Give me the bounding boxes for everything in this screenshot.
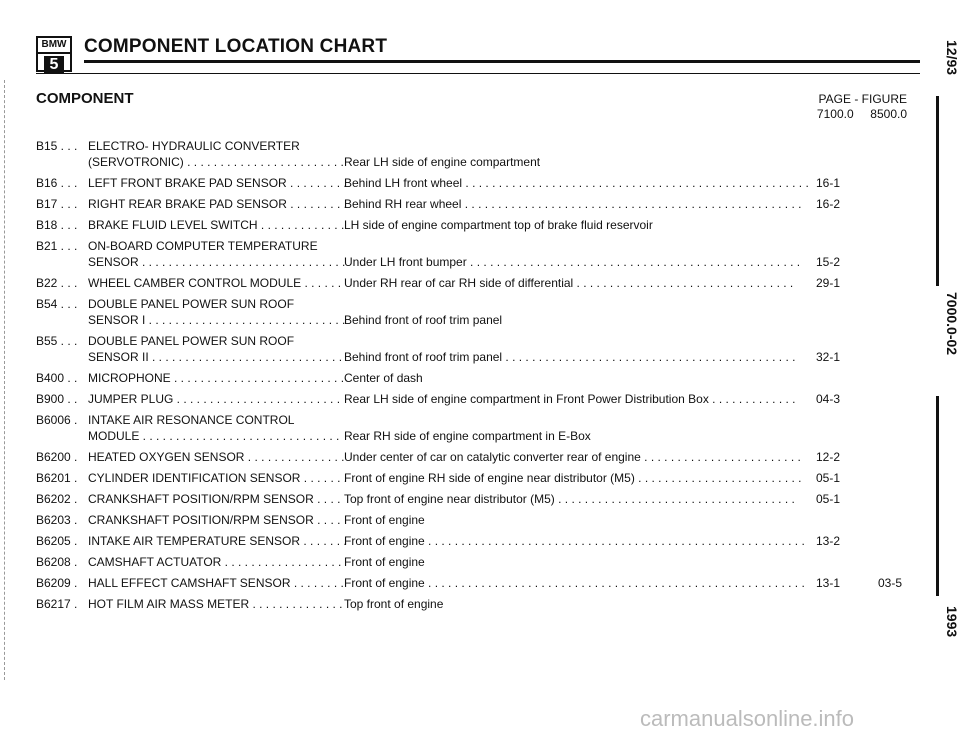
table-row — [36, 175, 916, 191]
component-name-line2: SENSOR II . . . . . . . . . . . . . . . . . . . . . . . . . . . . . — [88, 350, 343, 364]
component-location: Center of dash — [344, 371, 423, 385]
component-code: B55 . . . — [36, 334, 78, 348]
figure-reference: 03-5 — [877, 576, 903, 590]
component-name — [88, 470, 376, 486]
header-rule — [36, 73, 920, 74]
component-name-line1: HEATED OXYGEN SENSOR . . . . . . . . . . . . . . . — [88, 450, 345, 464]
component-name-line1: ON-BOARD COMPUTER TEMPERATURE — [88, 239, 318, 253]
component-code: B6209 . — [36, 576, 78, 590]
component-name-line1: BRAKE FLUID LEVEL SWITCH . . . . . . . . . . . . . — [88, 218, 345, 232]
component-location: Top front of engine — [344, 597, 444, 611]
component-code: B400 . . — [36, 371, 78, 385]
component-code: B6200 . — [36, 450, 78, 464]
table-row — [36, 217, 916, 233]
table-row — [36, 554, 916, 570]
component-name-line2: SENSOR . . . . . . . . . . . . . . . . . . . . . . . . . . . . . . . — [88, 255, 346, 269]
component-name — [88, 333, 376, 365]
page-reference: 32-1 — [815, 350, 840, 364]
component-location: Front of engine . . . . . . . . . . . . . . . . . . . . . . . . . . . . . . . . . . . . . . . . . . . . . . . . . . . . . . . . . — [344, 534, 805, 548]
page-title: COMPONENT LOCATION CHART — [84, 36, 388, 57]
table-row — [36, 449, 916, 465]
component-code: B6205 . — [36, 534, 78, 548]
component-name — [88, 238, 376, 270]
component-table — [36, 138, 916, 617]
component-location: Under LH front bumper . . . . . . . . . . . . . . . . . . . . . . . . . . . . . . . . . . . . . . . . . . . . . . . . . . — [344, 255, 801, 269]
page-reference: 04-3 — [815, 392, 840, 406]
table-row — [36, 391, 916, 407]
component-code: B22 . . . — [36, 276, 78, 290]
component-name-line1: DOUBLE PANEL POWER SUN ROOF — [88, 334, 295, 348]
component-name — [88, 275, 376, 291]
scan-edge — [4, 80, 5, 680]
side-date: 12/93 — [944, 40, 960, 76]
side-year: 1993 — [944, 606, 960, 638]
component-code: B6006 . — [36, 413, 78, 427]
component-name-line2: SENSOR I . . . . . . . . . . . . . . . . . . . . . . . . . . . . . . — [88, 313, 346, 327]
component-name — [88, 575, 376, 591]
component-name-line1: INTAKE AIR TEMPERATURE SENSOR . . . . . . . — [88, 534, 347, 548]
bmw-5-series-logo — [36, 36, 72, 72]
side-section-code: 7000.0-02 — [944, 292, 960, 356]
page-figure-label: PAGE - FIGURE — [818, 92, 907, 106]
component-name-line1: JUMPER PLUG . . . . . . . . . . . . . . . . . . . . . . . . . — [88, 392, 341, 406]
component-code: B21 . . . — [36, 239, 78, 253]
table-row — [36, 138, 916, 170]
page-reference: 15-2 — [815, 255, 840, 269]
component-location: Front of engine RH side of engine near distributor (M5) . . . . . . . . . . . . . . . . . . . . . . . . . — [344, 471, 802, 485]
table-row — [36, 491, 916, 507]
component-name-line1: INTAKE AIR RESONANCE CONTROL — [88, 413, 295, 427]
component-location: Behind LH front wheel . . . . . . . . . . . . . . . . . . . . . . . . . . . . . . . . . . . . . . . . . . . . . . . . . . . . — [344, 176, 809, 190]
table-row — [36, 575, 916, 591]
page-reference: 05-1 — [815, 492, 840, 506]
watermark: carmanualsonline.info — [640, 706, 855, 731]
component-code: B900 . . — [36, 392, 78, 406]
table-row — [36, 512, 916, 528]
component-location: Under center of car on catalytic converter rear of engine . . . . . . . . . . . . . . . . . . . . . . . . — [344, 450, 801, 464]
component-name — [88, 554, 376, 570]
table-row — [36, 238, 916, 270]
table-row — [36, 533, 916, 549]
table-row — [36, 196, 916, 212]
component-code: B6217 . — [36, 597, 78, 611]
page-figure-numbers — [815, 107, 907, 122]
component-name — [88, 370, 376, 386]
component-location: Behind front of roof trim panel — [344, 313, 503, 327]
component-name-line1: ELECTRO- HYDRAULIC CONVERTER — [88, 139, 300, 153]
page-number-header: 7100.0 — [816, 107, 854, 121]
component-location: Rear LH side of engine compartment — [344, 155, 541, 169]
component-code: B6201 . — [36, 471, 78, 485]
component-location: Top front of engine near distributor (M5) . . . . . . . . . . . . . . . . . . . . . . . . . . . . . . . . . . . . — [344, 492, 795, 506]
component-code: B18 . . . — [36, 218, 78, 232]
component-location: Rear LH side of engine compartment in Front Power Distribution Box . . . . . . . . . . . . . — [344, 392, 796, 406]
component-code: B6202 . — [36, 492, 78, 506]
logo-series: 5 — [44, 56, 64, 74]
component-location: Front of engine — [344, 555, 425, 569]
component-name — [88, 175, 376, 191]
component-code: B17 . . . — [36, 197, 78, 211]
table-row — [36, 470, 916, 486]
component-name — [88, 391, 376, 407]
page-reference: 13-1 — [815, 576, 840, 590]
component-name-line2: (SERVOTRONIC) . . . . . . . . . . . . . . . . . . . . . . . . — [88, 155, 344, 169]
component-name-line1: WHEEL CAMBER CONTROL MODULE . . . . . . — [88, 276, 342, 290]
component-name-line1: HOT FILM AIR MASS METER . . . . . . . . . . . . . . — [88, 597, 343, 611]
component-name-line1: CRANKSHAFT POSITION/RPM SENSOR . . . . — [88, 513, 341, 527]
component-name — [88, 596, 376, 612]
side-line-bottom — [936, 396, 939, 596]
component-code: B6203 . — [36, 513, 78, 527]
component-name — [88, 512, 376, 528]
component-name — [88, 533, 376, 549]
component-name — [88, 138, 376, 170]
component-location: Rear RH side of engine compartment in E-Box — [344, 429, 591, 443]
component-location: Behind RH rear wheel . . . . . . . . . . . . . . . . . . . . . . . . . . . . . . . . . . . . . . . . . . . . . . . . . . . — [344, 197, 802, 211]
component-name-line2: MODULE . . . . . . . . . . . . . . . . . . . . . . . . . . . . . . — [88, 429, 340, 443]
component-location: LH side of engine compartment top of brake fluid reservoir — [344, 218, 653, 232]
page-figure-heading — [815, 92, 907, 122]
side-margin — [924, 40, 960, 680]
component-code: B16 . . . — [36, 176, 78, 190]
component-name-line1: LEFT FRONT BRAKE PAD SENSOR . . . . . . . . . — [88, 176, 347, 190]
component-name — [88, 491, 376, 507]
component-code: B15 . . . — [36, 139, 78, 153]
component-name — [88, 196, 376, 212]
table-row — [36, 596, 916, 612]
page-reference: 05-1 — [815, 471, 840, 485]
component-name-line1: RIGHT REAR BRAKE PAD SENSOR . . . . . . . . . — [88, 197, 347, 211]
component-location: Behind front of roof trim panel . . . . . . . . . . . . . . . . . . . . . . . . . . . . . . . . . . . . . . . . . . . . — [344, 350, 796, 364]
page-reference: 29-1 — [815, 276, 840, 290]
table-row — [36, 412, 916, 444]
table-row — [36, 333, 916, 365]
side-line-top — [936, 96, 939, 286]
table-row — [36, 275, 916, 291]
component-name — [88, 217, 376, 233]
component-name — [88, 449, 376, 465]
page-reference: 12-2 — [815, 450, 840, 464]
component-name-line1: DOUBLE PANEL POWER SUN ROOF — [88, 297, 295, 311]
component-name — [88, 296, 376, 328]
page-reference: 16-2 — [815, 197, 840, 211]
component-code: B6208 . — [36, 555, 78, 569]
component-name-line1: CAMSHAFT ACTUATOR . . . . . . . . . . . . . . . . . . — [88, 555, 342, 569]
component-name-line1: HALL EFFECT CAMSHAFT SENSOR . . . . . . . . — [88, 576, 344, 590]
component-location: Under RH rear of car RH side of differential . . . . . . . . . . . . . . . . . . . . . . . . . . . . . . . . . — [344, 276, 794, 290]
table-row — [36, 370, 916, 386]
component-name-line1: CRANKSHAFT POSITION/RPM SENSOR . . . . — [88, 492, 341, 506]
component-location: Front of engine . . . . . . . . . . . . . . . . . . . . . . . . . . . . . . . . . . . . . . . . . . . . . . . . . . . . . . . . . — [344, 576, 805, 590]
title-rule — [84, 60, 920, 63]
figure-number-header: 8500.0 — [870, 107, 907, 121]
component-name-line1: CYLINDER IDENTIFICATION SENSOR . . . . . . . — [88, 471, 348, 485]
page-reference: 16-1 — [815, 176, 840, 190]
page-reference: 13-2 — [815, 534, 840, 548]
component-column-heading: COMPONENT — [36, 90, 134, 107]
logo-brand: BMW — [38, 38, 70, 54]
component-name-line1: MICROPHONE . . . . . . . . . . . . . . . . . . . . . . . . . . — [88, 371, 345, 385]
component-name — [88, 412, 376, 444]
component-location: Front of engine — [344, 513, 425, 527]
component-code: B54 . . . — [36, 297, 78, 311]
table-row — [36, 296, 916, 328]
